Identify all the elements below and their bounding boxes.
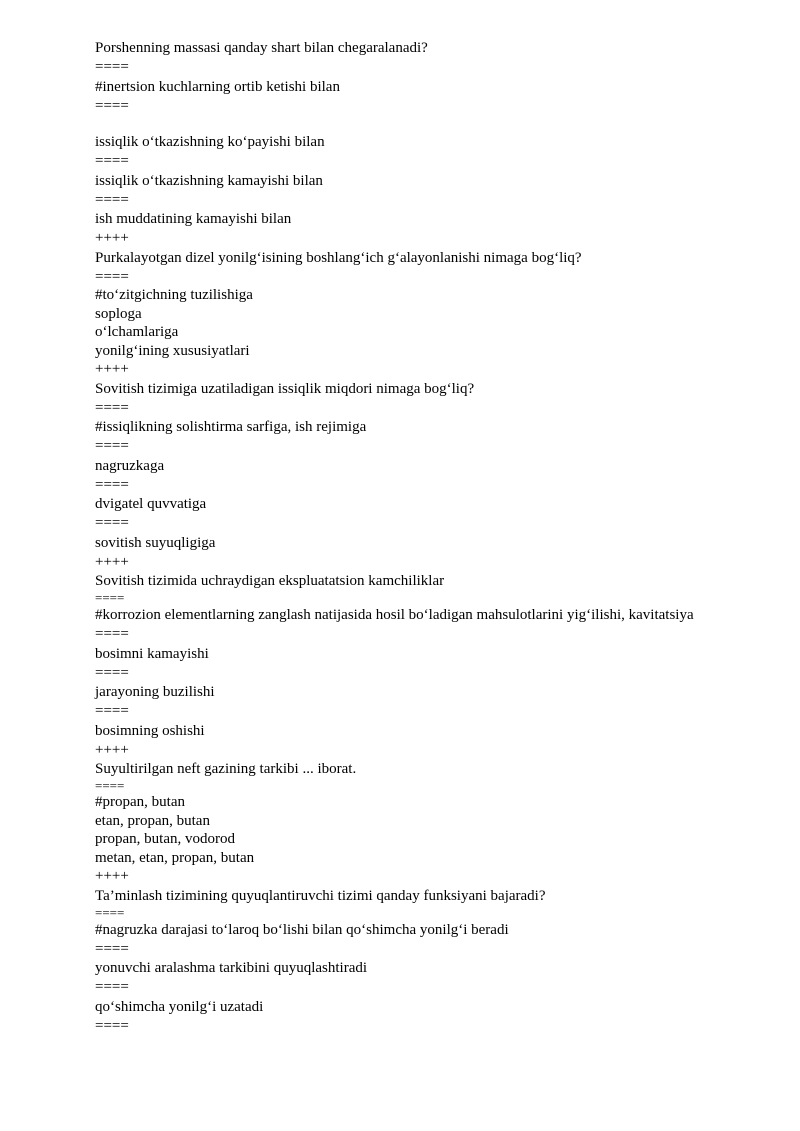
question-divider: ++++	[95, 361, 129, 377]
separator: ====	[95, 940, 129, 957]
question-text: Ta’minlash tizimining quyuqlantiruvchi tizimi qanday funksiyani bajaradi?	[95, 887, 546, 904]
answer-option: yonilg‘ining xususiyatlari	[95, 342, 250, 359]
answer-correct: #propan, butan	[95, 794, 185, 810]
question-divider: ++++	[95, 741, 129, 758]
answer-option: jarayoning buzilishi	[95, 684, 215, 700]
separator: ====	[95, 626, 129, 642]
question-text: Sovitish tizimiga uzatiladigan issiqlik miqdori nimaga bog‘liq?	[95, 380, 475, 397]
separator: ====	[95, 438, 129, 454]
answer-correct: #nagruzka darajasi to‘laroq bo‘lishi bilan qo‘shimcha yonilg‘i beradi	[95, 921, 509, 938]
answer-correct: #korrozion elementlarning zanglash natijasida hosil bo‘ladigan mahsulotlarini yig‘ilishi, kavitatsiya	[95, 607, 694, 623]
answer-option: o‘lchamlariga	[95, 324, 179, 340]
answer-option: yonuvchi aralashma tarkibini quyuqlashtiradi	[95, 960, 368, 976]
separator: ====	[95, 904, 125, 920]
answer-correct: #inertsion kuchlarning ortib ketishi bilan	[95, 78, 340, 95]
question-divider: ++++	[95, 868, 129, 884]
question-divider: ++++	[95, 230, 129, 246]
separator: ====	[95, 59, 129, 75]
answer-correct: #issiqlikning solishtirma sarfiga, ish rejimiga	[95, 419, 367, 435]
separator: ====	[95, 399, 129, 416]
answer-option: bosimning oshishi	[95, 722, 205, 739]
separator: ====	[95, 268, 129, 285]
separator: ====	[95, 703, 129, 719]
answer-option: metan, etan, propan, butan	[95, 849, 255, 866]
answer-option: issiqlik o‘tkazishning ko‘payishi bilan	[95, 134, 325, 150]
answer-option: qo‘shimcha yonilg‘i uzatadi	[95, 998, 264, 1015]
answer-option: propan, butan, vodorod	[95, 831, 235, 847]
separator: ====	[95, 515, 129, 531]
question-text: Purkalayotgan dizel yonilg‘isining boshlang‘ich g‘alayonlanishi nimaga bog‘liq?	[95, 249, 582, 266]
separator: ====	[95, 979, 129, 995]
separator: ====	[95, 664, 129, 681]
separator: ====	[95, 97, 129, 114]
answer-option: issiqlik o‘tkazishning kamayishi bilan	[95, 172, 323, 189]
answer-correct: #to‘zitgichning tuzilishiga	[95, 287, 253, 303]
separator: ====	[95, 153, 129, 169]
answer-option: etan, propan, butan	[95, 812, 210, 829]
answer-option: bosimni kamayishi	[95, 645, 209, 662]
question-text: Suyultirilgan neft gazining tarkibi ... iborat.	[95, 761, 357, 777]
answer-option: soploga	[95, 305, 142, 322]
separator: ====	[95, 191, 129, 208]
separator: ====	[95, 778, 125, 793]
question-text: Porshenning massasi qanday shart bilan chegaralanadi?	[95, 40, 428, 56]
blank-line	[95, 115, 785, 132]
document-body	[95, 38, 785, 1035]
answer-option: sovitish suyuqligiga	[95, 534, 216, 551]
separator: ====	[95, 476, 129, 493]
answer-option: ish muddatining kamayishi bilan	[95, 211, 292, 227]
separator: ====	[95, 1017, 129, 1034]
question-divider: ++++	[95, 553, 129, 570]
answer-option: nagruzkaga	[95, 457, 165, 474]
question-text: Sovitish tizimida uchraydigan ekspluatatsion kamchiliklar	[95, 573, 445, 589]
separator: ====	[95, 590, 125, 605]
answer-option: dvigatel quvvatiga	[95, 496, 207, 512]
